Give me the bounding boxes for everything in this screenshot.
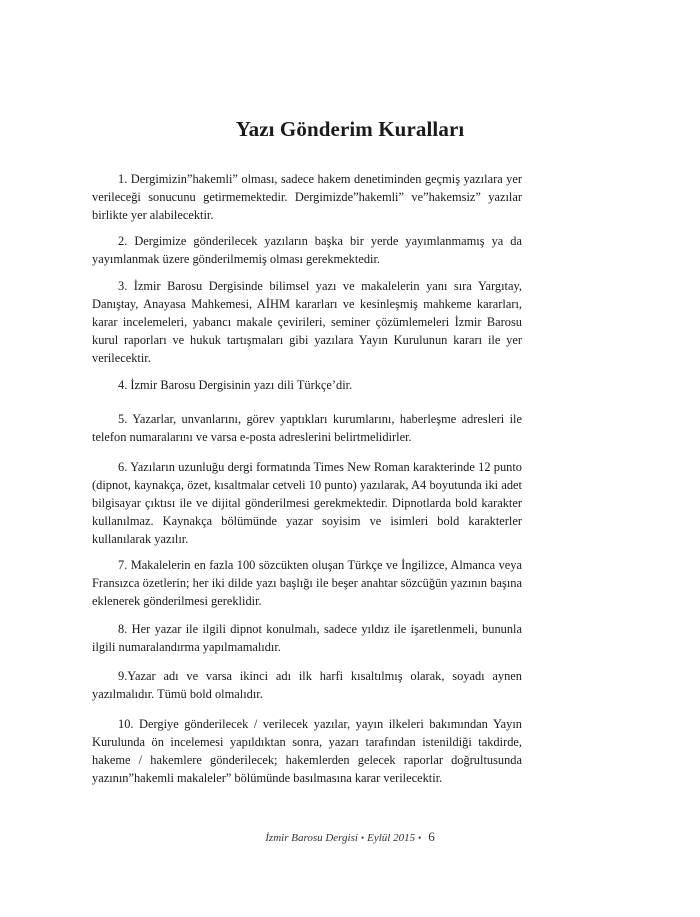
footer-bullet-separator: • — [360, 833, 365, 843]
rule-text-6: 6. Yazıların uzunluğu dergi formatında Times New Roman karakterinde 12 punto (dipnot, kaynakça, özet, kısaltmalar cetveli 10 punto) yazılarak, A4 boyutunda iki adet bilgisayar çıktısı ile ve dijital gönderilmesi gerekmektedir. Dipnotlarda bold karakter kullanılmaz. Kaynakça bölümünde yazar soyisim ve isimleri bold karakterler kullanılarak yazılır. — [92, 460, 522, 546]
rule-paragraph-8 — [92, 620, 522, 656]
rule-paragraph-4 — [92, 376, 522, 394]
rule-text-4: 4. İzmir Barosu Dergisinin yazı dili Türkçe’dir. — [118, 378, 353, 392]
rule-text-8: 8. Her yazar ile ilgili dipnot konulmalı, sadece yıldız ile işaretlenmeli, bununla ilgili numaralandırma yapılmamalıdır. — [92, 622, 522, 654]
rule-text-10: 10. Dergiye gönderilecek / verilecek yazılar, yayın ilkeleri bakımından Yayın Kurulunda ön incelemesi yapıldıktan sonra, yazarı tarafından istenildiği takdirde, hakeme / hakemlere gönderilecek; hakemlerden gelecek raporlar doğrultusunda yazının”hakemli makaleler” bölümünde basılmasına karar verilecektir. — [92, 717, 522, 785]
rule-text-1: 1. Dergimizin”hakemli” olması, sadece hakem denetiminden geçmiş yazılara yer verileceği sonucunu getirmemektedir. Dergimizde”hakemli” ve”hakemsiz” yazılar birlikte yer alabilecektir. — [92, 172, 522, 222]
rule-text-3: 3. İzmir Barosu Dergisinde bilimsel yazı ve makalelerin yanı sıra Yargıtay, Danıştay, Anayasa Mahkemesi, AİHM kararları ve kesinleşmiş mahkeme kararları, karar incelemeleri, yabancı makale çevirileri, seminer çözümlemeleri İzmir Barosu kurul raporları ve hukuk tartışmaları gibi yazılara Yayın Kurulunun kararı ile yer verilecektir. — [92, 279, 522, 365]
rule-text-5: 5. Yazarlar, unvanlarını, görev yaptıkları kurumlarını, haberleşme adresleri ile telefon numaralarını ve varsa e-posta adreslerini belirtmelidirler. — [92, 412, 522, 444]
footer-date: Eylül 2015 — [367, 832, 416, 844]
page-footer — [0, 829, 700, 845]
rule-paragraph-9 — [92, 667, 522, 703]
rule-paragraph-3 — [92, 277, 522, 367]
footer-bullet-separator: • — [418, 833, 422, 843]
rule-paragraph-10 — [92, 715, 522, 787]
page-title: Yazı Gönderim Kuralları — [235, 117, 465, 141]
footer-journal-name: İzmir Barosu Dergisi — [265, 832, 358, 844]
rule-paragraph-1 — [92, 170, 522, 224]
rule-paragraph-6 — [92, 458, 522, 548]
rule-paragraph-2 — [92, 232, 522, 268]
rule-paragraph-7 — [92, 556, 522, 610]
rule-text-9: 9.Yazar adı ve varsa ikinci adı ilk harfi kısaltılmış olarak, soyadı aynen yazılmalıdır. Tümü bold olmalıdır. — [92, 669, 522, 701]
page-number: 6 — [428, 829, 435, 844]
rule-text-7: 7. Makalelerin en fazla 100 sözcükten oluşan Türkçe ve İngilizce, Almanca veya Fransızca özetlerin; her iki dilde yazı başlığı ile beşer anahtar sözcüğün yazının başına eklenerek gönderilmesi gereklidir. — [92, 558, 522, 608]
rule-paragraph-5 — [92, 410, 522, 446]
rule-text-2: 2. Dergimize gönderilecek yazıların başka bir yerde yayımlanmamış ya da yayımlanmak üzere gönderilmemiş olması gerekmektedir. — [92, 234, 522, 266]
